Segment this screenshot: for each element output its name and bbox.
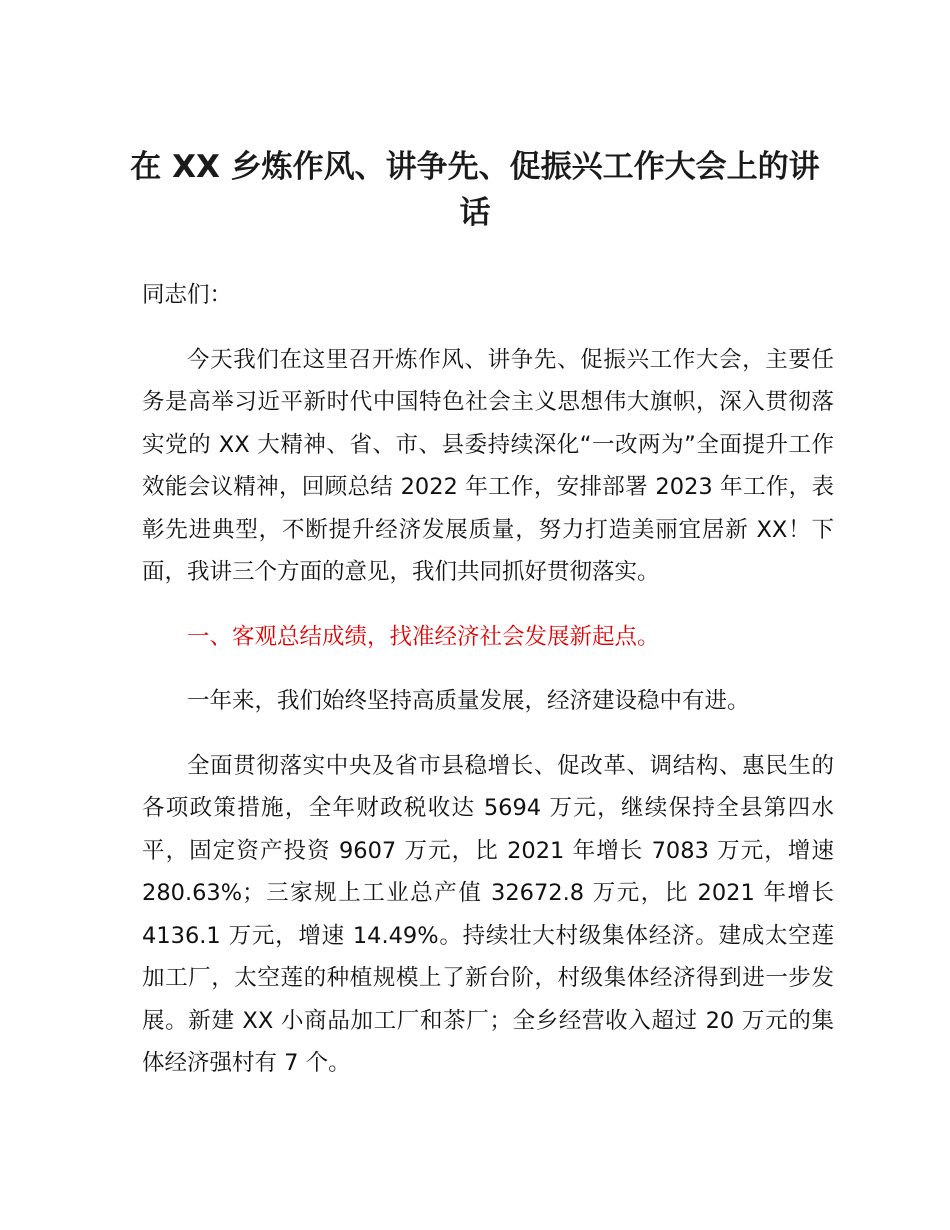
document-title: 在 XX 乡炼作风、讲争先、促振兴工作大会上的讲话 bbox=[130, 149, 820, 231]
section-paragraph-2: 全面贯彻落实中央及省市县稳增长、促改革、调结构、惠民生的各项政策措施，全年财政税收达 5694 万元，继续保持全县第四水平，固定资产投资 9607 万元，比 2021 年增长 7083 万元，增速 280.63%；三家规上工业总产值 32672.8 万元，比 2021 年增长 4136.1 万元，增速 14.49%。持续壮大村级集体经济。建成太空莲加工厂，太空莲的种植规模上了新台阶，村级集体经济得到进一步发展。新建 XX 小商品加工厂和茶厂；全乡经营收入超过 20 万元的集体经济强村有 7 个。 bbox=[142, 752, 834, 1076]
document-body bbox=[142, 274, 834, 1107]
intro-paragraph: 今天我们在这里召开炼作风、讲争先、促振兴工作大会，主要任务是高举习近平新时代中国特色社会主义思想伟大旗帜，深入贯彻落实党的 XX 大精神、省、市、县委持续深化“一改两为”全面提升工作效能会议精神，回顾总结 2022 年工作，安排部署 2023 年工作，表彰先进典型，不断提升经济发展质量，努力打造美丽宜居新 XX！下面，我讲三个方面的意见，我们共同抓好贯彻落实。 bbox=[142, 346, 834, 585]
section-paragraph-1: 一年来，我们始终坚持高质量发展，经济建设稳中有进。 bbox=[187, 688, 750, 714]
section-heading: 一、客观总结成绩，找准经济社会发展新起点。 bbox=[187, 623, 660, 650]
salutation: 同志们： bbox=[142, 282, 233, 308]
